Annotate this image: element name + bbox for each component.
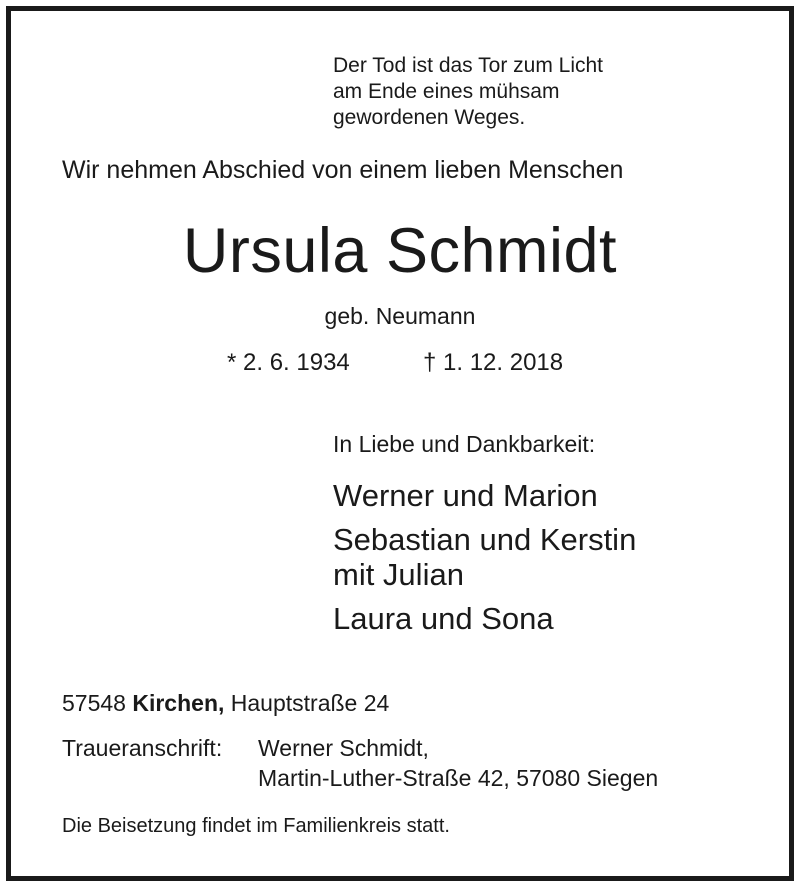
mourning-address-line2: Martin-Luther-Straße 42, 57080 Siegen (258, 765, 659, 791)
address-zip: 57548 (62, 690, 126, 716)
funeral-note: Die Beisetzung findet im Familienkreis statt. (62, 815, 450, 837)
thanks-heading: In Liebe und Dankbarkeit: (333, 431, 596, 457)
mourning-address-label: Traueranschrift: (62, 735, 223, 761)
family-member: mit Julian (333, 557, 464, 592)
deceased-name: Ursula Schmidt (182, 216, 618, 286)
mourning-address-line1: Werner Schmidt, (258, 735, 429, 761)
residence-address (62, 690, 389, 717)
maiden-name: geb. Neumann (324, 303, 476, 329)
address-street: Hauptstraße 24 (230, 690, 390, 716)
quote-line: Der Tod ist das Tor zum Licht (333, 54, 604, 77)
quote-line: gewordenen Weges. (333, 106, 526, 129)
family-member: Werner und Marion (333, 478, 598, 513)
quote (333, 53, 603, 131)
death-date: † 1. 12. 2018 (423, 349, 564, 376)
mourning-address (62, 733, 658, 793)
family-member: Sebastian und Kerstin (333, 522, 637, 557)
birth-date: * 2. 6. 1934 (227, 349, 350, 376)
address-city: Kirchen, (132, 690, 225, 716)
family-list (333, 478, 636, 636)
family-member: Laura und Sona (333, 601, 554, 636)
intro-text: Wir nehmen Abschied von einem lieben Menschen (62, 156, 624, 184)
quote-line: am Ende eines mühsam (333, 80, 560, 103)
